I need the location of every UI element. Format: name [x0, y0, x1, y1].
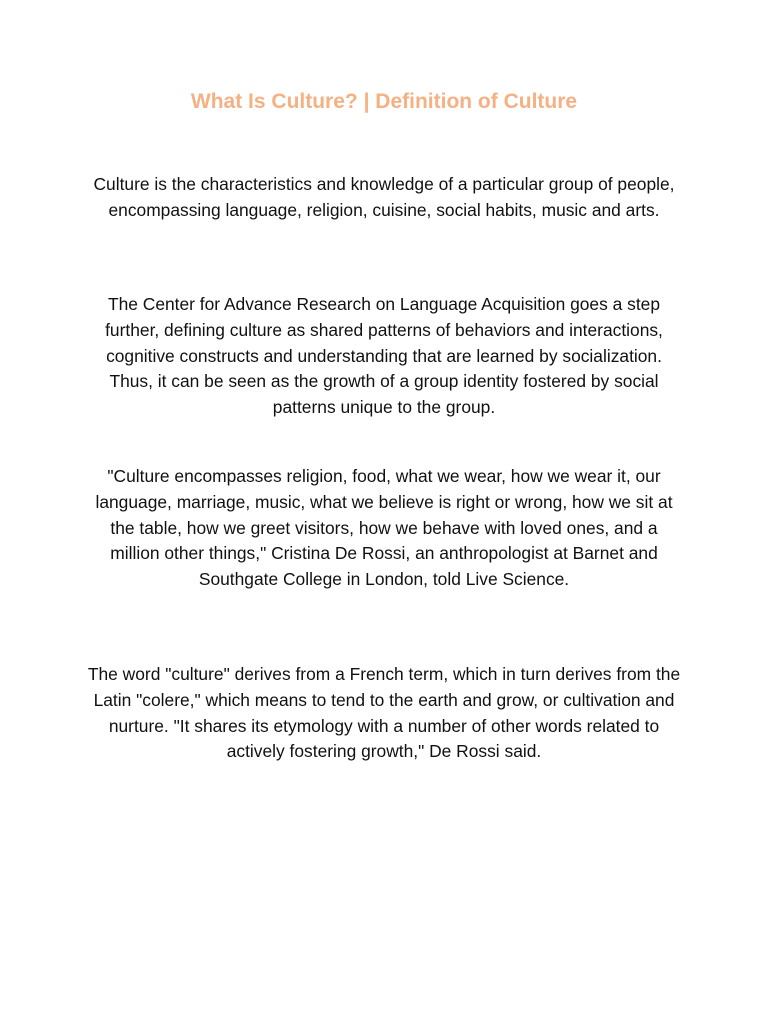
paragraph-definition: Culture is the characteristics and knowledge of a particular group of people, encompassing language, religion, cuisine, social habits, music and arts. [93, 174, 675, 220]
paragraph-research-center: The Center for Advance Research on Language Acquisition goes a step further, defining culture as shared patterns of behaviors and interactions, cognitive constructs and understanding that are learned by socialization. Thus, it can be seen as the growth of a group identity fostered by social patterns unique to the group. [105, 294, 663, 418]
document-title: What Is Culture? | Definition of Culture [190, 90, 578, 113]
paragraph-quote: "Culture encompasses religion, food, what we wear, how we wear it, our language, marriage, music, what we believe is right or wrong, how we sit at the table, how we greet visitors, how we behave with loved ones, and a million other things," Cristina De Rossi, an anthropologist at Barnet and Southgate College in London, told Live Science. [95, 466, 673, 590]
paragraph-etymology: The word "culture" derives from a French term, which in turn derives from the Latin "colere," which means to tend to the earth and grow, or cultivation and nurture. "It shares its etymology with a number of other words related to actively fostering growth," De Rossi said. [87, 664, 681, 762]
